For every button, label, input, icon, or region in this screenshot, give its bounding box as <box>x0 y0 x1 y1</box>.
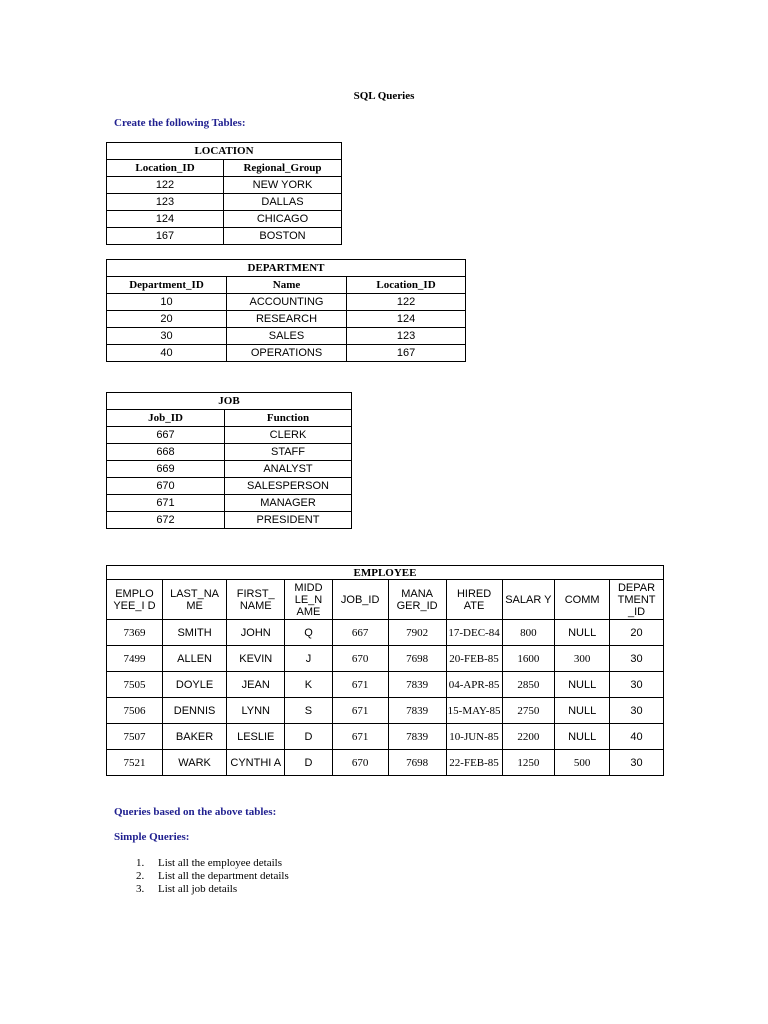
table-cell: 123 <box>347 328 466 345</box>
table-row <box>107 228 342 245</box>
table-cell: 671 <box>107 495 225 512</box>
table-cell: 500 <box>555 750 610 776</box>
table-cell: 167 <box>347 345 466 362</box>
table-cell: 669 <box>107 461 225 478</box>
table-cell: NULL <box>555 672 610 698</box>
list-number: 3. <box>136 883 145 895</box>
department-header: Department_ID <box>107 277 227 294</box>
table-row <box>107 750 664 776</box>
queries-heading: Queries based on the above tables: <box>114 806 277 818</box>
table-cell: 30 <box>107 328 227 345</box>
table-cell: DENNIS <box>162 698 226 724</box>
table-cell: 7505 <box>107 672 163 698</box>
table-row <box>107 345 466 362</box>
table-cell: PRESIDENT <box>225 512 352 529</box>
table-cell: 20-FEB-85 <box>446 646 502 672</box>
table-row <box>107 444 352 461</box>
table-cell: 124 <box>107 211 224 228</box>
employee-header: HIRED ATE <box>446 580 502 620</box>
table-cell: 670 <box>332 646 388 672</box>
table-cell: 40 <box>610 724 664 750</box>
table-cell: 7507 <box>107 724 163 750</box>
employee-header: EMPLO YEE_I D <box>107 580 163 620</box>
table-row <box>107 294 466 311</box>
table-row <box>107 672 664 698</box>
employee-caption: EMPLOYEE <box>107 566 664 580</box>
table-cell: 7839 <box>388 672 446 698</box>
table-row <box>107 194 342 211</box>
employee-header: JOB_ID <box>332 580 388 620</box>
table-row <box>107 211 342 228</box>
create-tables-heading: Create the following Tables: <box>114 117 246 129</box>
table-cell: 667 <box>107 427 225 444</box>
table-cell: 7369 <box>107 620 163 646</box>
table-row <box>107 512 352 529</box>
table-cell: 124 <box>347 311 466 328</box>
job-table <box>106 392 352 529</box>
table-cell: SALESPERSON <box>225 478 352 495</box>
table-row <box>107 495 352 512</box>
table-cell: JEAN <box>227 672 285 698</box>
table-row <box>107 177 342 194</box>
employee-table <box>106 565 664 776</box>
table-cell: 167 <box>107 228 224 245</box>
table-cell: Q <box>285 620 332 646</box>
table-row <box>107 724 664 750</box>
table-cell: 30 <box>610 698 664 724</box>
table-cell: ALLEN <box>162 646 226 672</box>
table-cell: D <box>285 724 332 750</box>
employee-header: FIRST_ NAME <box>227 580 285 620</box>
table-cell: 30 <box>610 750 664 776</box>
table-cell: BOSTON <box>224 228 342 245</box>
job-header: Function <box>225 410 352 427</box>
table-cell: 30 <box>610 646 664 672</box>
table-cell: 123 <box>107 194 224 211</box>
simple-queries-list <box>122 857 289 896</box>
table-cell: OPERATIONS <box>227 345 347 362</box>
table-cell: 7499 <box>107 646 163 672</box>
employee-header: MIDD LE_N AME <box>285 580 332 620</box>
location-header: Location_ID <box>107 160 224 177</box>
table-cell: 7902 <box>388 620 446 646</box>
table-cell: 668 <box>107 444 225 461</box>
table-row <box>107 328 466 345</box>
table-cell: 800 <box>502 620 555 646</box>
simple-queries-heading: Simple Queries: <box>114 831 190 843</box>
table-cell: 10 <box>107 294 227 311</box>
table-cell: NEW YORK <box>224 177 342 194</box>
table-cell: 671 <box>332 724 388 750</box>
table-row <box>107 427 352 444</box>
table-cell: 7521 <box>107 750 163 776</box>
table-cell: 1600 <box>502 646 555 672</box>
table-cell: DALLAS <box>224 194 342 211</box>
list-item <box>122 870 289 883</box>
location-table <box>106 142 342 245</box>
department-header: Location_ID <box>347 277 466 294</box>
table-cell: 671 <box>332 672 388 698</box>
table-cell: NULL <box>555 620 610 646</box>
department-header: Name <box>227 277 347 294</box>
table-cell: 672 <box>107 512 225 529</box>
list-text: List all job details <box>158 883 238 895</box>
table-cell: SMITH <box>162 620 226 646</box>
table-cell: CYNTHI A <box>227 750 285 776</box>
employee-header: COMM <box>555 580 610 620</box>
table-row <box>107 478 352 495</box>
table-cell: 20 <box>107 311 227 328</box>
table-cell: WARK <box>162 750 226 776</box>
table-cell: 122 <box>107 177 224 194</box>
list-text: List all the employee details <box>158 857 283 869</box>
table-cell: 7698 <box>388 750 446 776</box>
table-cell: SALES <box>227 328 347 345</box>
table-cell: ANALYST <box>225 461 352 478</box>
table-cell: JOHN <box>227 620 285 646</box>
table-row <box>107 646 664 672</box>
table-cell: 670 <box>107 478 225 495</box>
table-cell: MANAGER <box>225 495 352 512</box>
list-number: 1. <box>136 857 145 869</box>
list-number: 2. <box>136 870 145 882</box>
location-header: Regional_Group <box>224 160 342 177</box>
table-cell: 10-JUN-85 <box>446 724 502 750</box>
list-text: List all the department details <box>158 870 289 882</box>
table-cell: 17-DEC-84 <box>446 620 502 646</box>
employee-header: DEPAR TMENT _ID <box>610 580 664 620</box>
job-header: Job_ID <box>107 410 225 427</box>
table-cell: LYNN <box>227 698 285 724</box>
table-cell: S <box>285 698 332 724</box>
table-cell: 2850 <box>502 672 555 698</box>
table-cell: BAKER <box>162 724 226 750</box>
location-caption: LOCATION <box>107 143 342 160</box>
table-cell: ACCOUNTING <box>227 294 347 311</box>
table-cell: 7839 <box>388 724 446 750</box>
table-cell: D <box>285 750 332 776</box>
table-cell: K <box>285 672 332 698</box>
table-cell: NULL <box>555 724 610 750</box>
table-cell: NULL <box>555 698 610 724</box>
job-caption: JOB <box>107 393 352 410</box>
employee-header: SALAR Y <box>502 580 555 620</box>
table-cell: 300 <box>555 646 610 672</box>
list-item <box>122 857 289 870</box>
department-caption: DEPARTMENT <box>107 260 466 277</box>
table-cell: 20 <box>610 620 664 646</box>
table-cell: 2200 <box>502 724 555 750</box>
table-cell: 671 <box>332 698 388 724</box>
table-row <box>107 311 466 328</box>
table-row <box>107 461 352 478</box>
table-cell: 1250 <box>502 750 555 776</box>
list-item <box>122 883 289 896</box>
table-cell: J <box>285 646 332 672</box>
table-cell: KEVIN <box>227 646 285 672</box>
table-row <box>107 620 664 646</box>
table-cell: STAFF <box>225 444 352 461</box>
table-cell: 2750 <box>502 698 555 724</box>
table-cell: 15-MAY-85 <box>446 698 502 724</box>
table-cell: CHICAGO <box>224 211 342 228</box>
table-cell: 670 <box>332 750 388 776</box>
page-title: SQL Queries <box>353 90 415 102</box>
employee-header: MANA GER_ID <box>388 580 446 620</box>
table-cell: 04-APR-85 <box>446 672 502 698</box>
table-cell: 667 <box>332 620 388 646</box>
department-table <box>106 259 466 362</box>
table-cell: RESEARCH <box>227 311 347 328</box>
employee-header: LAST_NA ME <box>162 580 226 620</box>
table-cell: 22-FEB-85 <box>446 750 502 776</box>
table-row <box>107 698 664 724</box>
table-cell: 7839 <box>388 698 446 724</box>
table-cell: LESLIE <box>227 724 285 750</box>
table-cell: 122 <box>347 294 466 311</box>
table-cell: 7698 <box>388 646 446 672</box>
table-cell: 40 <box>107 345 227 362</box>
table-cell: 7506 <box>107 698 163 724</box>
table-cell: 30 <box>610 672 664 698</box>
table-cell: CLERK <box>225 427 352 444</box>
table-cell: DOYLE <box>162 672 226 698</box>
